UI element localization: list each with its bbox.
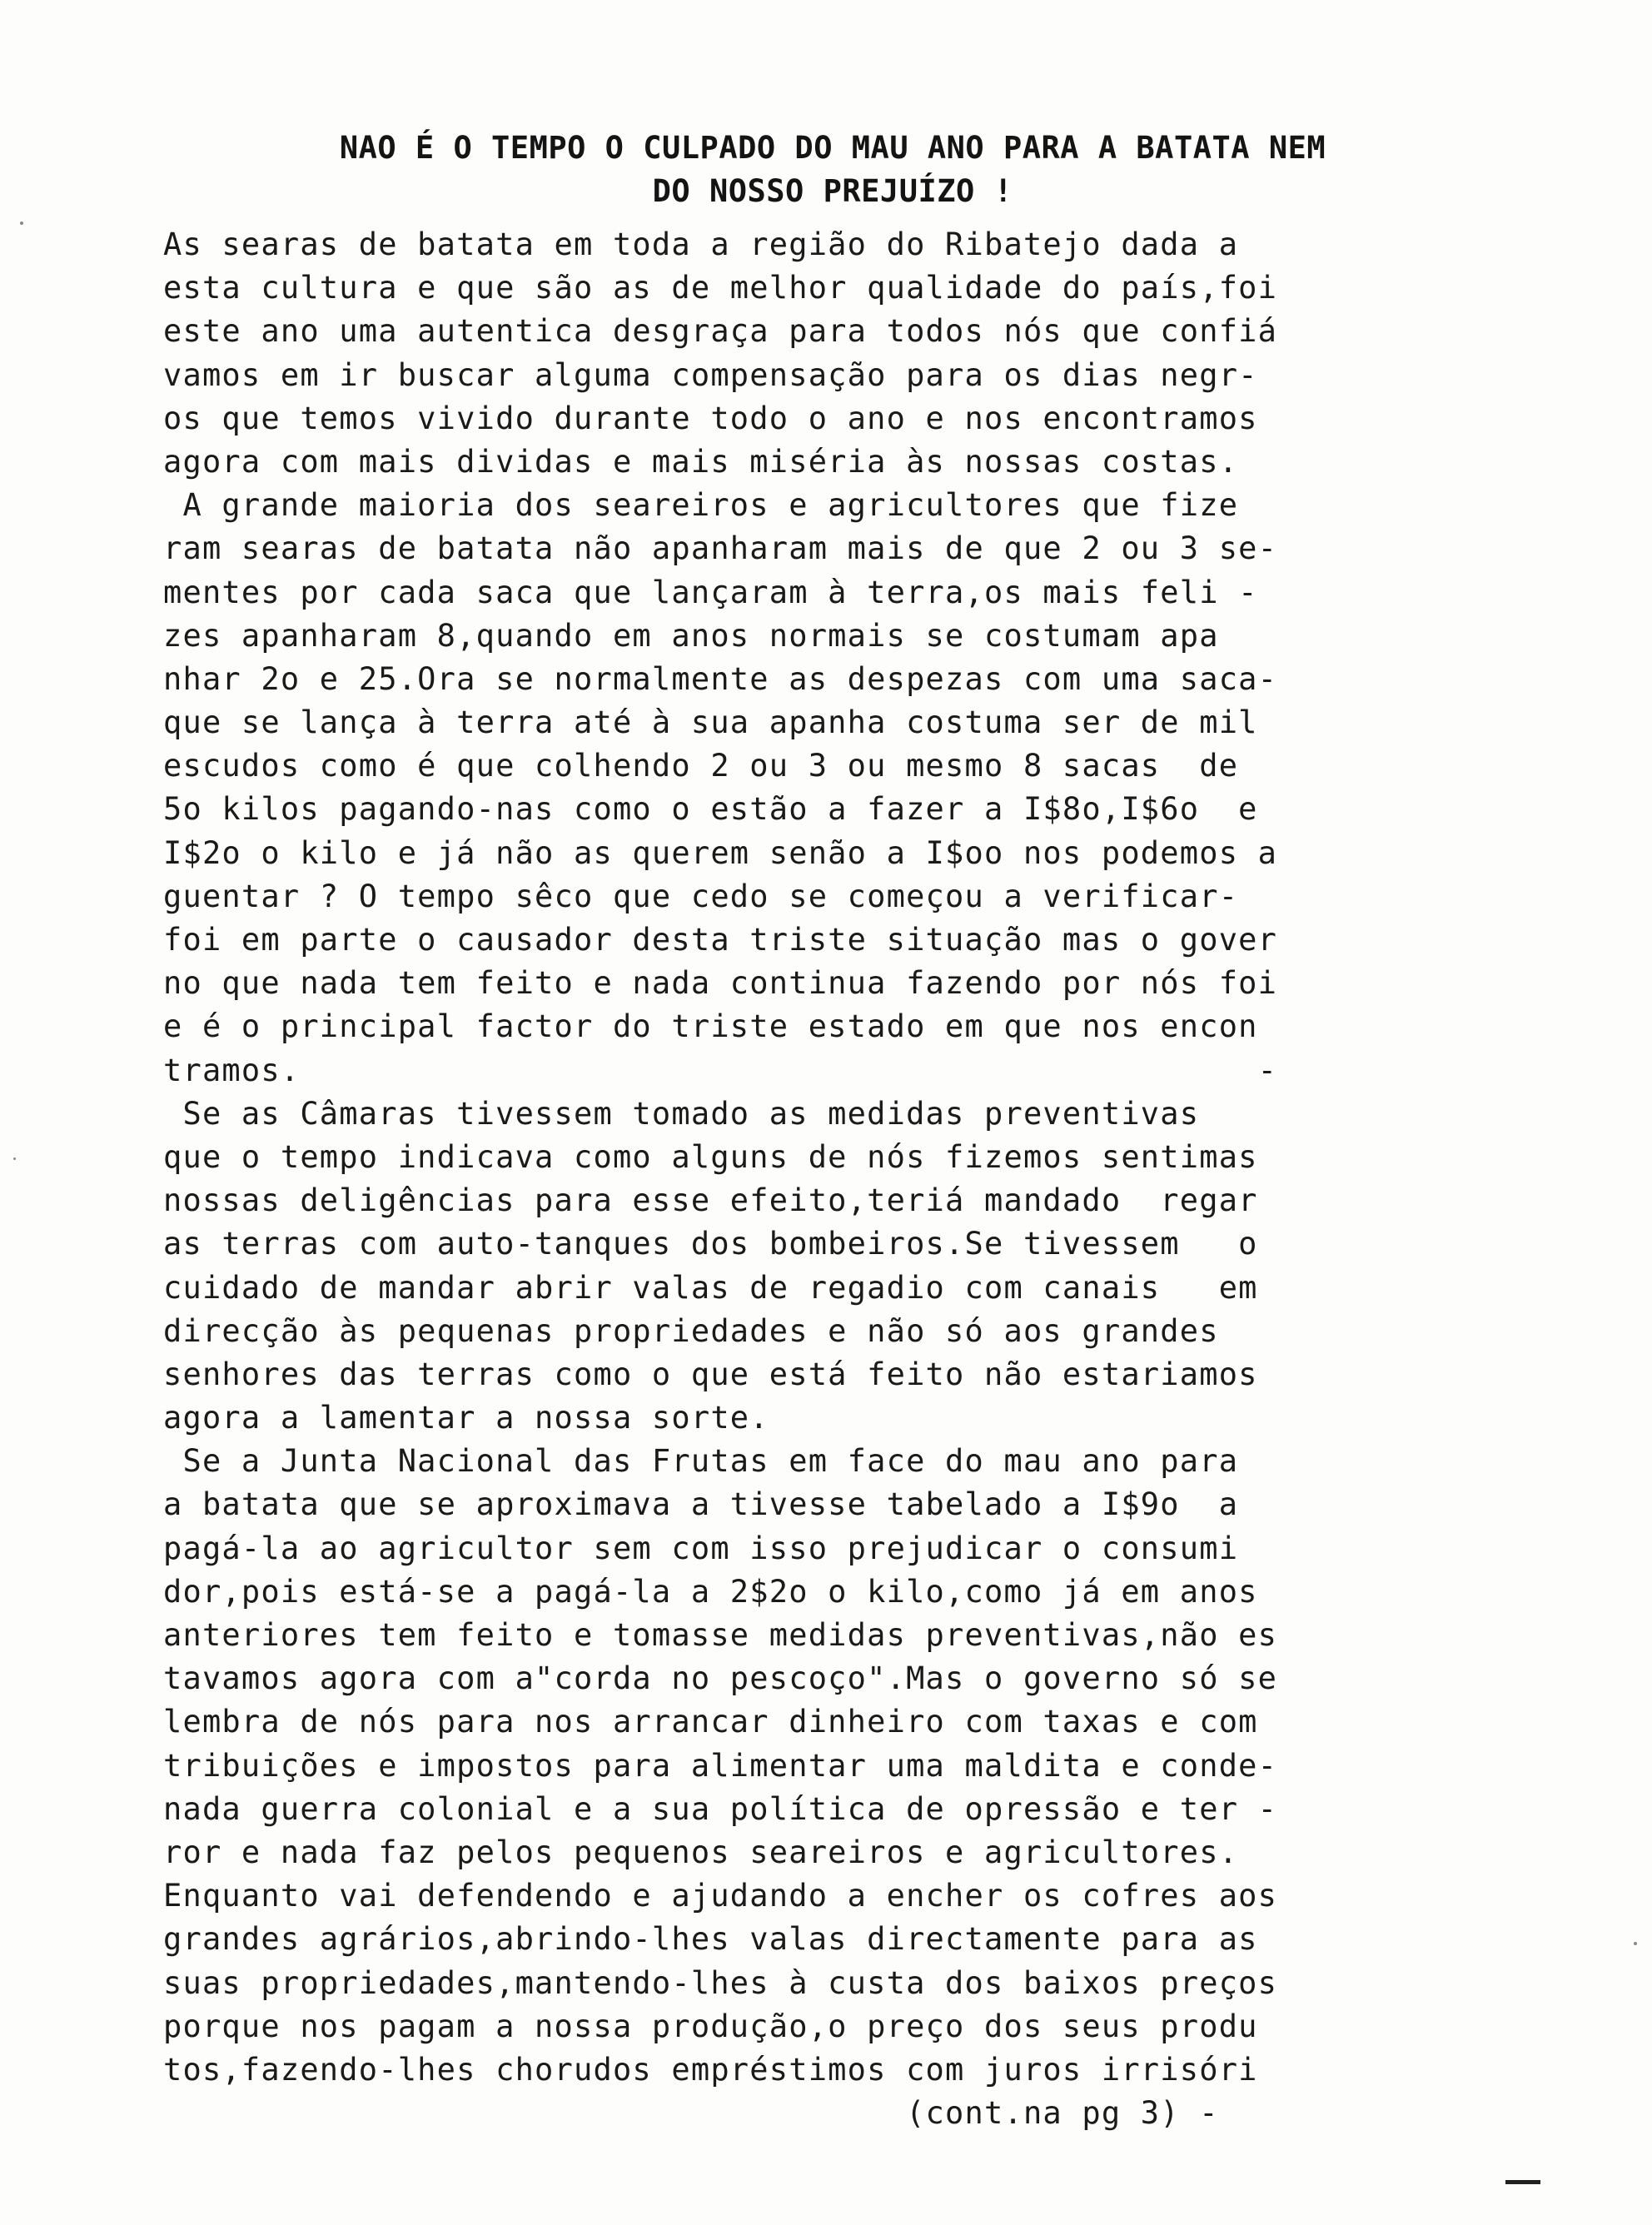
body-line: senhores das terras como o que está feito não estariamos bbox=[163, 1356, 1258, 1392]
body-line: este ano uma autentica desgraça para todos nós que confiá bbox=[163, 313, 1278, 350]
body-line: (cont.na pg 3) - bbox=[163, 2095, 1219, 2132]
article-body bbox=[163, 223, 1579, 2135]
title-line-1: NAO É O TEMPO O CULPADO DO MAU ANO PARA A BATATA NEM bbox=[339, 130, 1326, 166]
body-line: Se as Câmaras tivessem tomado as medidas preventivas bbox=[163, 1095, 1200, 1132]
body-line: cuidado de mandar abrir valas de regadio com canais em bbox=[163, 1269, 1258, 1306]
body-line: as terras com auto-tanques dos bombeiros.Se tivessem o bbox=[163, 1226, 1258, 1262]
body-line: mentes por cada saca que lançaram à terra,os mais feli - bbox=[163, 574, 1258, 610]
body-line: I$2o o kilo e já não as querem senão a I$oo nos podemos a bbox=[163, 834, 1278, 871]
article-title bbox=[125, 127, 1540, 213]
body-line: Se a Junta Nacional das Frutas em face do mau ano para bbox=[163, 1443, 1239, 1480]
body-line: tos,fazendo-lhes chorudos empréstimos com juros irrisóri bbox=[163, 2051, 1258, 2088]
body-line: guentar ? O tempo sêco que cedo se começou a verificar- bbox=[163, 878, 1239, 914]
body-line: lembra de nós para nos arrancar dinheiro com taxas e com bbox=[163, 1704, 1258, 1740]
body-line: a batata que se aproximava a tivesse tabelado a I$9o a bbox=[163, 1486, 1239, 1523]
body-line: escudos como é que colhendo 2 ou 3 ou mesmo 8 sacas de bbox=[163, 748, 1239, 784]
body-line: tavamos agora com a"corda no pescoço".Mas o governo só se bbox=[163, 1660, 1278, 1697]
body-line: esta cultura e que são as de melhor qualidade do país,foi bbox=[163, 270, 1278, 306]
body-line: e é o principal factor do triste estado em que nos encon bbox=[163, 1008, 1258, 1045]
scan-speck bbox=[20, 222, 23, 225]
body-line: zes apanharam 8,quando em anos normais se costumam apa bbox=[163, 617, 1219, 654]
body-line: nhar 2o e 25.Ora se normalmente as despezas com uma saca- bbox=[163, 660, 1278, 697]
body-line: agora com mais dividas e mais miséria às nossas costas. bbox=[163, 443, 1239, 480]
body-line: tribuições e impostos para alimentar uma maldita e conde- bbox=[163, 1747, 1278, 1784]
body-line: foi em parte o causador desta triste situação mas o gover bbox=[163, 922, 1278, 958]
title-line-2: DO NOSSO PREJUÍZO ! bbox=[652, 173, 1013, 209]
body-line: vamos em ir buscar alguma compensação para os dias negr- bbox=[163, 356, 1258, 393]
body-line: As searas de batata em toda a região do Ribatejo dada a bbox=[163, 226, 1239, 262]
body-line: grandes agrários,abrindo-lhes valas directamente para as bbox=[163, 1921, 1258, 1958]
body-line: suas propriedades,mantendo-lhes à custa dos baixos preços bbox=[163, 1964, 1278, 2001]
body-line: nada guerra colonial e a sua política de opressão e ter - bbox=[163, 1790, 1278, 1827]
body-line: Enquanto vai defendendo e ajudando a encher os cofres aos bbox=[163, 1878, 1278, 1914]
body-line: 5o kilos pagando-nas como o estão a fazer a I$8o,I$6o e bbox=[163, 791, 1258, 828]
body-line: direcção às pequenas propriedades e não só aos grandes bbox=[163, 1312, 1219, 1349]
body-line: dor,pois está-se a pagá-la a 2$2o o kilo,como já em anos bbox=[163, 1573, 1258, 1610]
page-end-mark bbox=[1505, 2180, 1540, 2184]
body-line: que se lança à terra até à sua apanha costuma ser de mil bbox=[163, 704, 1258, 741]
body-line: tramos. - bbox=[163, 1052, 1278, 1088]
body-line: anteriores tem feito e tomasse medidas preventivas,não es bbox=[163, 1617, 1278, 1653]
body-line: no que nada tem feito e nada continua fazendo por nós foi bbox=[163, 965, 1278, 1002]
body-line: pagá-la ao agricultor sem com isso prejudicar o consumi bbox=[163, 1530, 1239, 1566]
body-line: que o tempo indicava como alguns de nós fizemos sentimas bbox=[163, 1138, 1258, 1175]
body-line: ram searas de batata não apanharam mais de que 2 ou 3 se- bbox=[163, 530, 1278, 567]
body-line: nossas deligências para esse efeito,teriá mandado regar bbox=[163, 1182, 1258, 1219]
scan-speck bbox=[13, 1157, 16, 1160]
body-line: agora a lamentar a nossa sorte. bbox=[163, 1400, 769, 1436]
body-line: porque nos pagam a nossa produção,o preço dos seus produ bbox=[163, 2008, 1258, 2044]
body-line: os que temos vivido durante todo o ano e nos encontramos bbox=[163, 400, 1258, 436]
body-line: A grande maioria dos seareiros e agricultores que fize bbox=[163, 487, 1239, 524]
scan-speck bbox=[1634, 1942, 1637, 1945]
body-line: ror e nada faz pelos pequenos seareiros e agricultores. bbox=[163, 1834, 1239, 1870]
